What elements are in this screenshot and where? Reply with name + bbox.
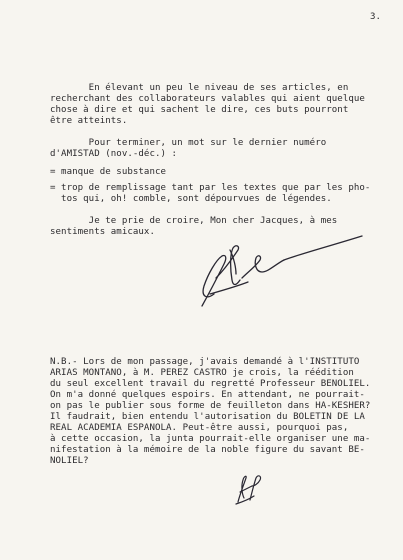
nb-line-6: Il faudrait, bien entendu l'autorisation du BOLETIN DE LA bbox=[50, 412, 365, 422]
list-item-2-line-1: = trop de remplissage tant par les textes que par les pho- bbox=[50, 183, 371, 193]
nb-line-8: à cette occasion, la junta pourrait-elle organiser une ma- bbox=[50, 434, 371, 444]
handwritten-signature bbox=[190, 228, 390, 318]
nb-line-9: nifestation à la mémoire de la noble figure du savant BE- bbox=[50, 445, 365, 455]
list-item-1: = manque de substance bbox=[50, 167, 167, 177]
handwritten-initials bbox=[232, 472, 268, 508]
list-item-2-line-2: tos qui, oh! comble, sont dépourvues de légendes. bbox=[50, 194, 332, 204]
closing-line-1: Je te prie de croire, Mon cher Jacques, à mes bbox=[50, 216, 338, 226]
nb-line-4: On m'a donné quelques espoirs. En attendant, ne pourrait- bbox=[50, 390, 365, 400]
nb-line-2: ARIAS MONTANO, à M. PEREZ CASTRO je crois, la réédition bbox=[50, 368, 354, 378]
paragraph-1-line-4: être atteints. bbox=[50, 116, 128, 126]
paragraph-2-line-2: d'AMISTAD (nov.-déc.) : bbox=[50, 149, 178, 159]
page-number: 3. bbox=[370, 12, 382, 22]
nb-line-10: NOLIEL? bbox=[50, 456, 89, 466]
nb-line-1: N.B.- Lors de mon passage, j'avais demandé à l'INSTITUTO bbox=[50, 357, 360, 367]
paragraph-1-line-1: En élevant un peu le niveau de ses articles, en bbox=[50, 83, 349, 93]
paragraph-2-line-1: Pour terminer, un mot sur le dernier numéro bbox=[50, 138, 327, 148]
paragraph-1-line-2: recherchant des collaborateurs valables qui aient quelque bbox=[50, 94, 365, 104]
nb-line-3: du seul excellent travail du regretté Professeur BENOLIEL. bbox=[50, 379, 371, 389]
paragraph-1-line-3: chose à dire et qui sachent le dire, ces buts pourront bbox=[50, 105, 349, 115]
nb-line-5: on pas le publier sous forme de feuilleton dans HA-KESHER? bbox=[50, 401, 371, 411]
closing-line-2: sentiments amicaux. bbox=[50, 227, 155, 237]
nb-line-7: REAL ACADEMIA ESPANOLA. Peut-être aussi, pourquoi pas, bbox=[50, 423, 349, 433]
